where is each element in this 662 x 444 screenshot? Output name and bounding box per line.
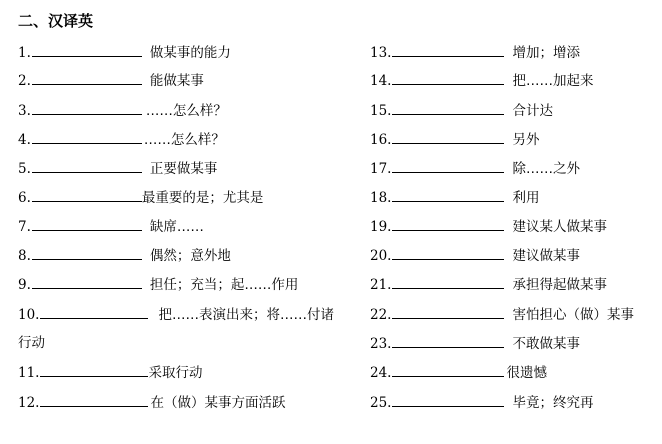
answer-blank[interactable] (392, 392, 504, 407)
list-item (18, 216, 204, 237)
item-number: 5. (18, 161, 31, 177)
answer-blank[interactable] (32, 216, 142, 231)
item-label: ……怎么样？ (143, 132, 225, 148)
item-label: 采取行动 (148, 365, 203, 381)
item-label-continuation: 行动 (18, 335, 45, 351)
answer-blank[interactable] (392, 274, 504, 289)
answer-blank[interactable] (40, 362, 148, 377)
answer-blank[interactable] (32, 187, 142, 202)
item-number: 8. (18, 248, 31, 264)
answer-blank[interactable] (392, 216, 504, 231)
list-item (18, 70, 204, 91)
item-label: 做某事的能力 (149, 45, 231, 61)
list-item (370, 304, 634, 325)
answer-blank[interactable] (392, 129, 504, 144)
item-label: 缺席…… (149, 219, 204, 235)
item-number: 25. (370, 395, 392, 411)
answer-blank[interactable] (392, 304, 504, 319)
item-number: 9. (18, 277, 31, 293)
answer-blank[interactable] (392, 333, 504, 348)
list-item (18, 304, 334, 325)
list-item (370, 333, 580, 354)
list-item (370, 187, 539, 208)
item-label: ……怎么样？ (145, 103, 227, 119)
list-item (370, 100, 553, 121)
item-number: 3. (18, 103, 31, 119)
answer-blank[interactable] (40, 304, 148, 319)
item-label: 合计达 (512, 103, 553, 119)
answer-blank[interactable] (392, 42, 504, 57)
answer-blank[interactable] (32, 42, 142, 57)
item-label: 担任；充当；起……作用 (149, 277, 299, 293)
item-number: 16. (370, 132, 392, 148)
item-label: 能做某事 (149, 73, 204, 89)
item-label: 害怕担心（做）某事 (512, 307, 634, 323)
list-item (370, 274, 607, 295)
answer-blank[interactable] (32, 274, 142, 289)
list-item (370, 362, 547, 383)
list-item (18, 42, 231, 63)
answer-blank[interactable] (392, 70, 504, 85)
item-number: 17. (370, 161, 392, 177)
item-number: 1. (18, 45, 31, 61)
answer-blank[interactable] (32, 100, 142, 115)
item-number: 10. (18, 307, 40, 323)
item-number: 4. (18, 132, 31, 148)
answer-blank[interactable] (392, 158, 504, 173)
item-label: 很遗憾 (506, 365, 547, 381)
answer-blank[interactable] (392, 362, 504, 377)
item-label: 毕竟；终究再 (512, 395, 594, 411)
item-label: 除……之外 (512, 161, 580, 177)
item-label: 把……加起来 (512, 73, 594, 89)
answer-blank[interactable] (40, 392, 148, 407)
list-item (370, 245, 580, 266)
item-number: 18. (370, 190, 392, 206)
item-label: 增加；增添 (512, 45, 580, 61)
item-number: 20. (370, 248, 392, 264)
answer-blank[interactable] (32, 158, 142, 173)
answer-blank[interactable] (32, 129, 142, 144)
item-label: 不敢做某事 (512, 336, 580, 352)
item-number: 11. (18, 365, 40, 381)
list-item (370, 129, 539, 150)
list-item (18, 158, 217, 179)
item-number: 2. (18, 73, 31, 89)
item-label: 利用 (512, 190, 540, 206)
item-label: 偶然；意外地 (149, 248, 231, 264)
answer-blank[interactable] (32, 70, 142, 85)
list-item (18, 245, 231, 266)
list-item (370, 42, 580, 63)
item-number: 21. (370, 277, 392, 293)
list-item (370, 216, 607, 237)
item-number: 14. (370, 73, 392, 89)
answer-blank[interactable] (392, 100, 504, 115)
list-item (18, 274, 298, 295)
list-item (18, 187, 263, 208)
list-item (370, 158, 580, 179)
answer-blank[interactable] (392, 187, 504, 202)
item-label: 正要做某事 (149, 161, 218, 177)
answer-blank[interactable] (32, 245, 142, 260)
item-label: 把……表演出来；将……付诸 (158, 307, 334, 323)
list-item (18, 100, 227, 121)
item-number: 24. (370, 365, 392, 381)
list-item (18, 392, 285, 413)
list-item (370, 392, 593, 413)
item-label: 建议某人做某事 (512, 219, 607, 235)
item-label: 在（做）某事方面活跃 (150, 395, 286, 411)
item-number: 15. (370, 103, 392, 119)
item-number: 6. (18, 190, 31, 206)
item-number: 12. (18, 395, 40, 411)
item-label: 最重要的是；尤其是 (141, 190, 264, 206)
list-item (18, 129, 225, 150)
item-label: 另外 (512, 132, 540, 148)
list-item (18, 362, 202, 383)
item-number: 23. (370, 336, 392, 352)
item-number: 7. (18, 219, 31, 235)
item-label: 建议做某事 (512, 248, 580, 264)
item-number: 19. (370, 219, 392, 235)
item-label: 承担得起做某事 (512, 277, 607, 293)
section-title: 二、汉译英 (18, 12, 94, 30)
item-number: 22. (370, 307, 392, 323)
list-item (370, 70, 593, 91)
answer-blank[interactable] (392, 245, 504, 260)
item-number: 13. (370, 45, 392, 61)
